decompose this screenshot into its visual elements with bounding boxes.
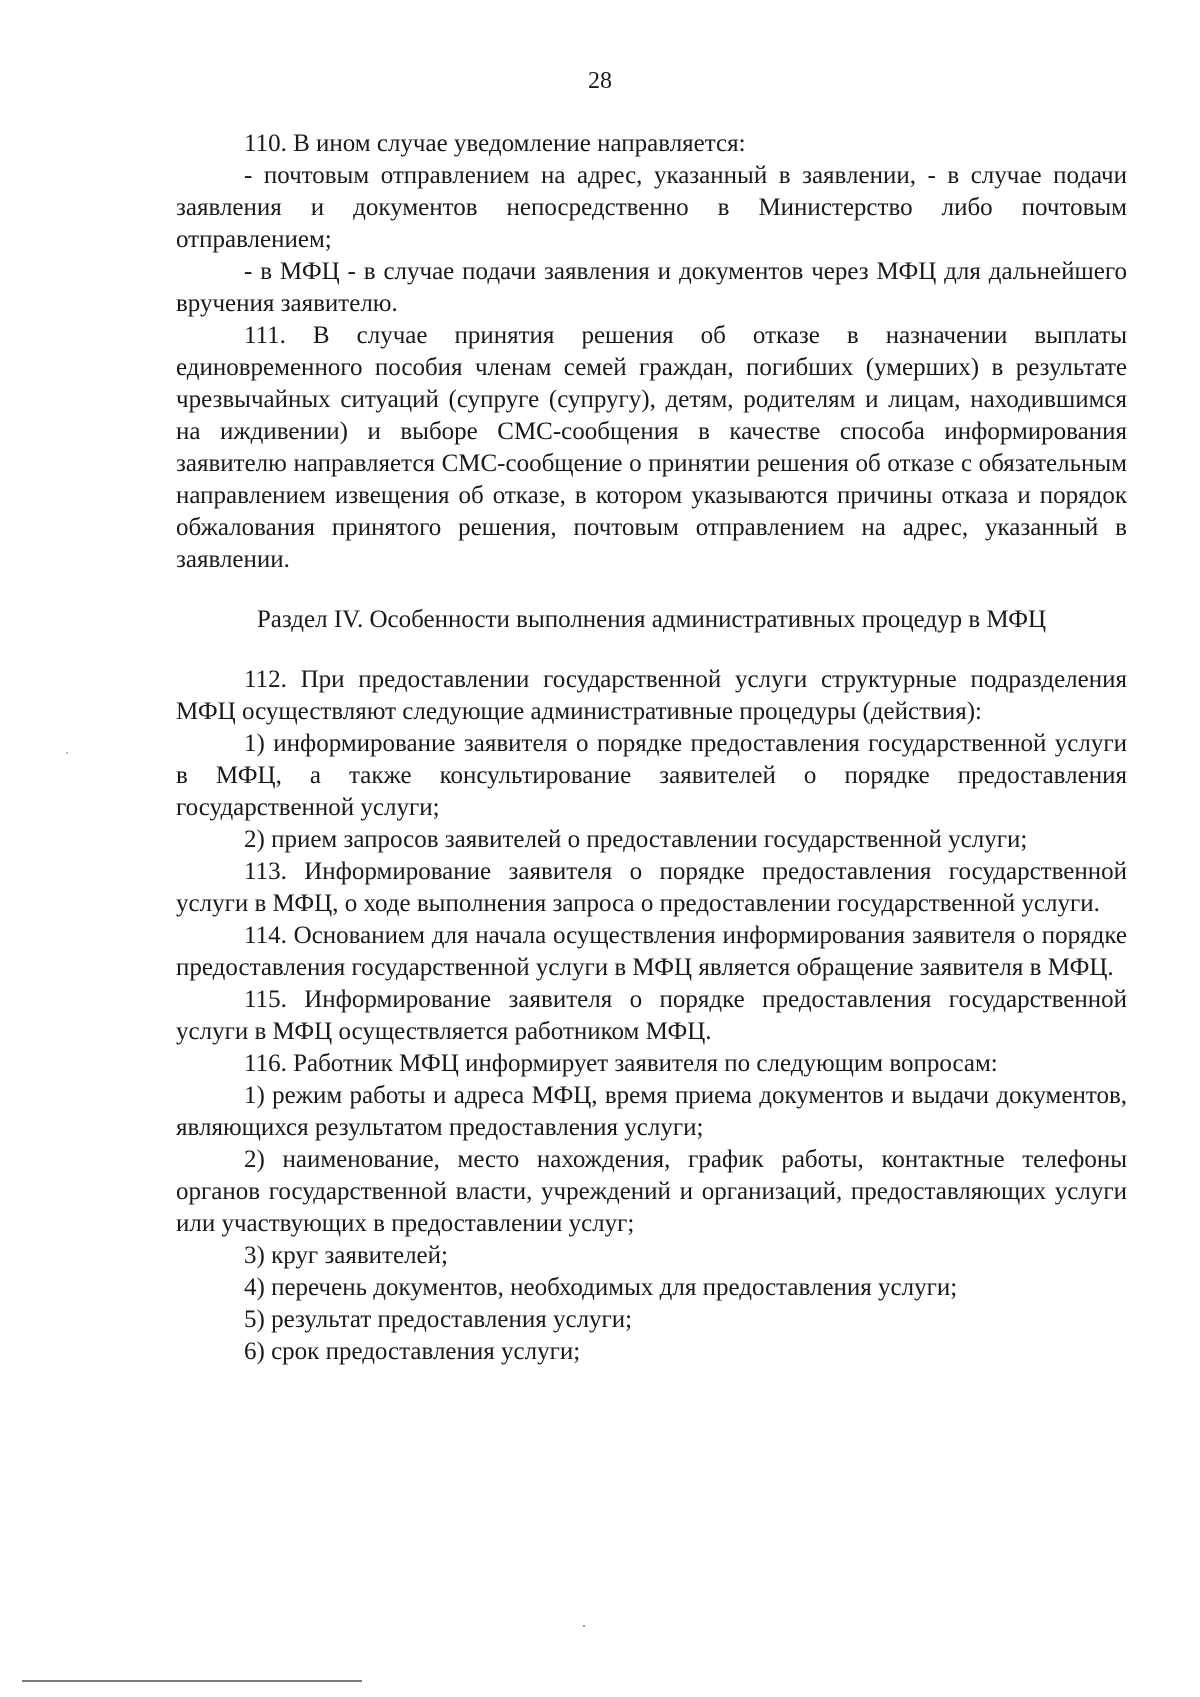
scan-edge-line <box>22 1680 362 1682</box>
paragraph-116-item-4: 4) перечень документов, необходимых для предоставления услуги; <box>244 1274 958 1301</box>
paragraph-116: 116. Работник МФЦ информирует заявителя по следующим вопросам: <box>244 1050 998 1077</box>
paragraph-114: 114. Основанием для начала осуществления информирования заявителя о порядке предоставления государственной услуги в МФЦ является обращение заявителя в МФЦ. <box>176 922 1127 981</box>
paragraph-113: 113. Информирование заявителя о порядке предоставления государственной услуги в МФЦ, о ходе выполнения запроса о предоставлении государственной услуги. <box>176 858 1127 917</box>
paragraph-116-item-2: 2) наименование, место нахождения, график работы, контактные телефоны органов государственной власти, учреждений и организаций, предоставляющих услуги или участвующих в предоставлении услуг; <box>176 1146 1127 1237</box>
paragraph-116-item-3: 3) круг заявителей; <box>244 1242 448 1269</box>
document-body <box>176 128 1127 1368</box>
paragraph-112-item-1: 1) информирование заявителя о порядке предоставления государственной услуги в МФЦ, а также консультирование заявителей о порядке предоставления государственной услуги; <box>176 730 1127 821</box>
paragraph-116-item-6: 6) срок предоставления услуги; <box>244 1338 581 1365</box>
paragraph-110-item-mfc: - в МФЦ - в случае подачи заявления и документов через МФЦ для дальнейшего вручения заявителю. <box>176 258 1127 317</box>
paragraph-115: 115. Информирование заявителя о порядке предоставления государственной услуги в МФЦ осуществляется работником МФЦ. <box>176 986 1127 1045</box>
scan-speck <box>583 1625 585 1627</box>
scan-speck <box>66 752 68 754</box>
paragraph-110: 110. В ином случае уведомление направляется: <box>244 130 746 157</box>
section-heading: Раздел IV. Особенности выполнения административных процедур в МФЦ <box>256 606 1047 633</box>
paragraph-116-item-5: 5) результат предоставления услуги; <box>244 1306 633 1333</box>
paragraph-111: 111. В случае принятия решения об отказе в назначении выплаты единовременного пособия членам семей граждан, погибших (умерших) в результате чрезвычайных ситуаций (супруге (супругу), детям, родителям и лицам, находившимся на иждивении) и выборе СМС-сообщения в качестве способа информирования заявителю направляется СМС-сообщение о принятии решения об отказе с обязательным направлением извещения об отказе, в котором указываются причины отказа и порядок обжалования принятого решения, почтовым отправлением на адрес, указанный в заявлении. <box>176 322 1127 573</box>
paragraph-110-item-post: - почтовым отправлением на адрес, указанный в заявлении, - в случае подачи заявления и документов непосредственно в Министерство либо почтовым отправлением; <box>176 162 1127 253</box>
paragraph-112-item-2: 2) прием запросов заявителей о предоставлении государственной услуги; <box>244 826 1028 853</box>
paragraph-112: 112. При предоставлении государственной услуги структурные подразделения МФЦ осуществляют следующие административные процедуры (действия): <box>176 666 1127 725</box>
paragraph-116-item-1: 1) режим работы и адреса МФЦ, время приема документов и выдачи документов, являющихся результатом предоставления услуги; <box>176 1082 1127 1141</box>
page-number: 28 <box>588 68 612 94</box>
